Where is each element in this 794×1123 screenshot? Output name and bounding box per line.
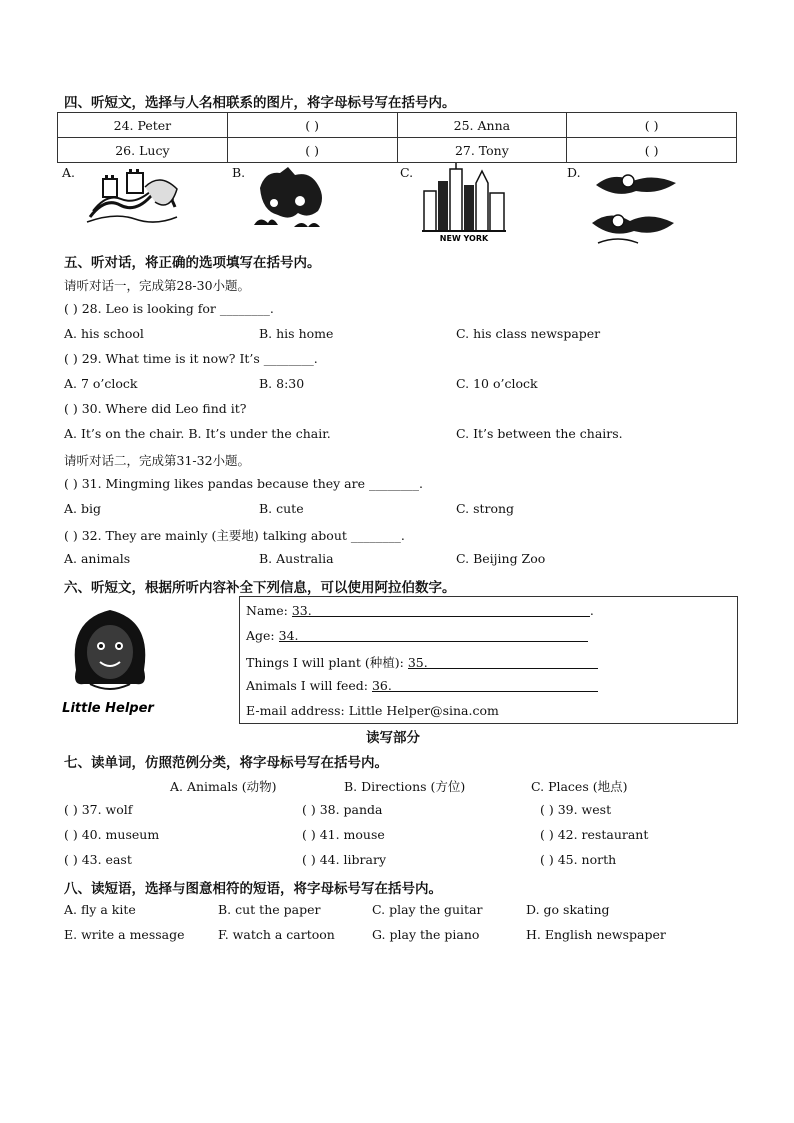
item-41[interactable]: ( ) 41. mouse bbox=[302, 827, 385, 842]
section4-heading: 四、听短文，选择与人名相联系的图片，将字母标号写在括号内。 bbox=[64, 95, 456, 111]
q32-option-b[interactable]: B. Australia bbox=[259, 551, 334, 566]
dialogue1-instruction: 请听对话一，完成第28-30小题。 bbox=[64, 278, 251, 293]
picture-letter-c: C. bbox=[400, 165, 414, 180]
answer-blank[interactable]: ( ) bbox=[567, 138, 737, 163]
item-40[interactable]: ( ) 40. museum bbox=[64, 827, 160, 842]
blank-number: 33. bbox=[291, 603, 312, 618]
q32-option-a[interactable]: A. animals bbox=[64, 551, 131, 566]
q28-option-a[interactable]: A. his school bbox=[64, 326, 144, 341]
blank-number: 36. bbox=[371, 678, 392, 693]
q29-option-b[interactable]: B. 8:30 bbox=[259, 376, 305, 391]
item-37[interactable]: ( ) 37. wolf bbox=[64, 802, 133, 817]
phrase-b: B. cut the paper bbox=[218, 902, 321, 917]
age-row bbox=[246, 628, 588, 643]
section7-heading: 七、读单词，仿照范例分类，将字母标号写在括号内。 bbox=[64, 755, 388, 771]
q29-option-c[interactable]: C. 10 o’clock bbox=[456, 376, 538, 391]
category-places: C. Places (地点) bbox=[531, 779, 628, 794]
q28-option-c[interactable]: C. his class newspaper bbox=[456, 326, 601, 341]
answer-blank[interactable]: ( ) bbox=[227, 113, 397, 138]
item-44[interactable]: ( ) 44. library bbox=[302, 852, 387, 867]
info-fill-box bbox=[239, 596, 738, 724]
australia-map-icon bbox=[250, 163, 330, 233]
name-blank[interactable] bbox=[292, 603, 590, 617]
q29-option-a[interactable]: A. 7 o’clock bbox=[64, 376, 138, 391]
section5-heading: 五、听对话，将正确的选项填写在括号内。 bbox=[64, 255, 321, 271]
question-30: ( ) 30. Where did Leo find it? bbox=[64, 401, 247, 416]
q31-option-b[interactable]: B. cute bbox=[259, 501, 304, 516]
name-label: Name: bbox=[246, 603, 288, 618]
new-york-caption: NEW YORK bbox=[439, 234, 489, 243]
phrase-e: E. write a message bbox=[64, 927, 185, 942]
age-blank[interactable] bbox=[279, 628, 588, 642]
section6-heading: 六、听短文，根据所听内容补全下列信息，可以使用阿拉伯数字。 bbox=[64, 580, 456, 596]
question-28: ( ) 28. Leo is looking for ________. bbox=[64, 301, 274, 316]
plant-label: Things I will plant (种植): bbox=[246, 655, 404, 670]
item-39[interactable]: ( ) 39. west bbox=[540, 802, 612, 817]
blank-number: 34. bbox=[278, 628, 299, 643]
feed-row bbox=[246, 678, 598, 693]
name-row: Name: 33. . bbox=[246, 603, 594, 618]
q28-option-b[interactable]: B. his home bbox=[259, 326, 334, 341]
question-31: ( ) 31. Mingming likes pandas because they are ________. bbox=[64, 476, 423, 491]
item-45[interactable]: ( ) 45. north bbox=[540, 852, 617, 867]
phrase-d: D. go skating bbox=[526, 902, 610, 917]
q31-option-a[interactable]: A. big bbox=[64, 501, 101, 516]
little-helper-girl-icon bbox=[62, 600, 158, 722]
question-32: ( ) 32. They are mainly (主要地) talking about ________. bbox=[64, 528, 405, 543]
phrase-a: A. fly a kite bbox=[64, 902, 136, 917]
little-helper-caption: Little Helper bbox=[62, 701, 154, 716]
table-cell: 24. Peter bbox=[58, 113, 228, 138]
table-cell: 25. Anna bbox=[397, 113, 567, 138]
item-38[interactable]: ( ) 38. panda bbox=[302, 802, 383, 817]
answer-blank[interactable]: ( ) bbox=[227, 138, 397, 163]
plant-row bbox=[246, 653, 598, 671]
section8-heading: 八、读短语，选择与图意相符的短语，将字母标号写在括号内。 bbox=[64, 881, 442, 897]
phrase-g: G. play the piano bbox=[372, 927, 480, 942]
category-animals: A. Animals (动物) bbox=[170, 779, 277, 794]
q32-option-c[interactable]: C. Beijing Zoo bbox=[456, 551, 546, 566]
plant-blank[interactable] bbox=[408, 655, 598, 669]
item-42[interactable]: ( ) 42. restaurant bbox=[540, 827, 649, 842]
picture-letter-d: D. bbox=[567, 165, 581, 180]
phrase-f: F. watch a cartoon bbox=[218, 927, 335, 942]
feed-blank[interactable] bbox=[372, 678, 598, 692]
dialogue2-instruction: 请听对话二，完成第31-32小题。 bbox=[64, 453, 251, 468]
q31-option-c[interactable]: C. strong bbox=[456, 501, 515, 516]
great-wall-icon bbox=[85, 167, 180, 225]
q30-option-c[interactable]: C. It’s between the chairs. bbox=[456, 426, 623, 441]
item-43[interactable]: ( ) 43. east bbox=[64, 852, 132, 867]
swimming-icon bbox=[588, 163, 683, 248]
feed-label: Animals I will feed: bbox=[246, 678, 368, 693]
blank-number: 35. bbox=[407, 655, 428, 670]
table-cell: 27. Tony bbox=[397, 138, 567, 163]
q30-option-ab[interactable]: A. It’s on the chair. B. It’s under the chair. bbox=[64, 426, 331, 441]
name-picture-table bbox=[57, 112, 737, 163]
table-cell: 26. Lucy bbox=[58, 138, 228, 163]
picture-letter-a: A. bbox=[62, 165, 76, 180]
phrase-c: C. play the guitar bbox=[372, 902, 483, 917]
answer-blank[interactable]: ( ) bbox=[567, 113, 737, 138]
email-row: E-mail address: Little Helper@sina.com bbox=[246, 703, 499, 718]
question-29: ( ) 29. What time is it now? It’s ________. bbox=[64, 351, 318, 366]
category-directions: B. Directions (方位) bbox=[344, 779, 466, 794]
new-york-skyline-icon bbox=[420, 163, 508, 245]
part-title: 读写部分 bbox=[366, 730, 420, 746]
age-label: Age: bbox=[246, 628, 275, 643]
phrase-h: H. English newspaper bbox=[526, 927, 666, 942]
picture-letter-b: B. bbox=[232, 165, 246, 180]
